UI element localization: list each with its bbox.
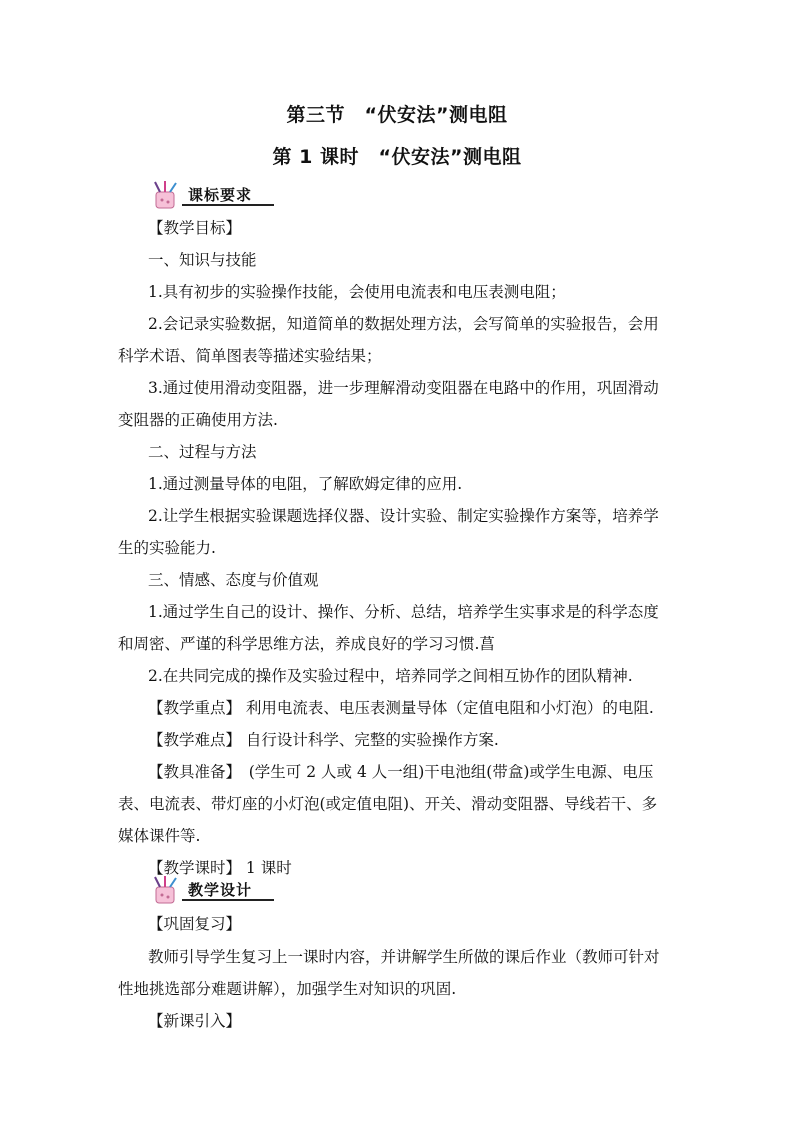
lesson-title: 第 1 课时 “伏安法”测电阻 [272, 146, 522, 168]
heading-consolidation-review: 【巩固复习】 [148, 915, 242, 933]
heading-new-lesson-intro: 【新课引入】 [148, 1012, 242, 1030]
attitude-1-line1: 1.通过学生自己的设计、操作、分析、总结，培养学生实事求是的科学态度 [148, 603, 659, 621]
heading-process-methods: 二、过程与方法 [148, 443, 257, 461]
banner-curriculum-requirements [148, 180, 274, 210]
teaching-materials-line1: 【教具准备】 (学生可 2 人或 4 人一组)干电池组(带盒)或学生电源、电压 [148, 763, 654, 781]
banner-label: 课标要求 [188, 186, 253, 204]
teaching-materials-line2: 表、电流表、带灯座的小灯泡(或定值电阻)、开关、滑动变阻器、导线若干、多 [118, 795, 658, 813]
banner-label: 教学设计 [188, 881, 253, 899]
process-2-line2: 生的实验能力. [118, 539, 216, 557]
teaching-key-points: 【教学重点】 利用电流表、电压表测量导体（定值电阻和小灯泡）的电阻. [148, 699, 654, 717]
goal-2-line2: 科学术语、简单图表等描述实验结果； [118, 347, 382, 365]
teaching-periods: 【教学课时】 1 课时 [148, 859, 292, 877]
process-1: 1.通过测量导体的电阻，了解欧姆定律的应用. [148, 475, 463, 493]
section-title: 第三节 “伏安法”测电阻 [286, 104, 508, 126]
teaching-difficulties: 【教学难点】 自行设计科学、完整的实验操作方案. [148, 731, 499, 749]
banner-teaching-design [148, 875, 274, 905]
goal-1: 1.具有初步的实验操作技能，会使用电流表和电压表测电阻； [148, 283, 566, 301]
teaching-materials-line3: 媒体课件等. [118, 827, 201, 845]
process-2-line1: 2.让学生根据实验课题选择仪器、设计实验、制定实验操作方案等，培养学 [148, 507, 659, 525]
pencil-cup-icon [148, 875, 184, 905]
pencil-cup-icon [148, 180, 184, 210]
goal-3-line2: 变阻器的正确使用方法. [118, 411, 278, 429]
attitude-1-line2: 和周密、严谨的科学思维方法，养成良好的学习习惯.菖 [118, 635, 495, 653]
heading-teaching-goals: 【教学目标】 [148, 219, 242, 237]
review-line1: 教师引导学生复习上一课时内容，并讲解学生所做的课后作业（教师可针对 [148, 948, 660, 966]
attitude-2: 2.在共同完成的操作及实验过程中，培养同学之间相互协作的团队精神. [148, 667, 633, 685]
heading-knowledge-skills: 一、知识与技能 [148, 251, 257, 269]
heading-attitude-values: 三、情感、态度与价值观 [148, 571, 319, 589]
goal-2-line1: 2.会记录实验数据，知道简单的数据处理方法，会写简单的实验报告，会用 [148, 315, 659, 333]
goal-3-line1: 3.通过使用滑动变阻器，进一步理解滑动变阻器在电路中的作用，巩固滑动 [148, 379, 659, 397]
review-line2: 性地挑选部分难题讲解），加强学生对知识的巩固. [118, 980, 457, 998]
